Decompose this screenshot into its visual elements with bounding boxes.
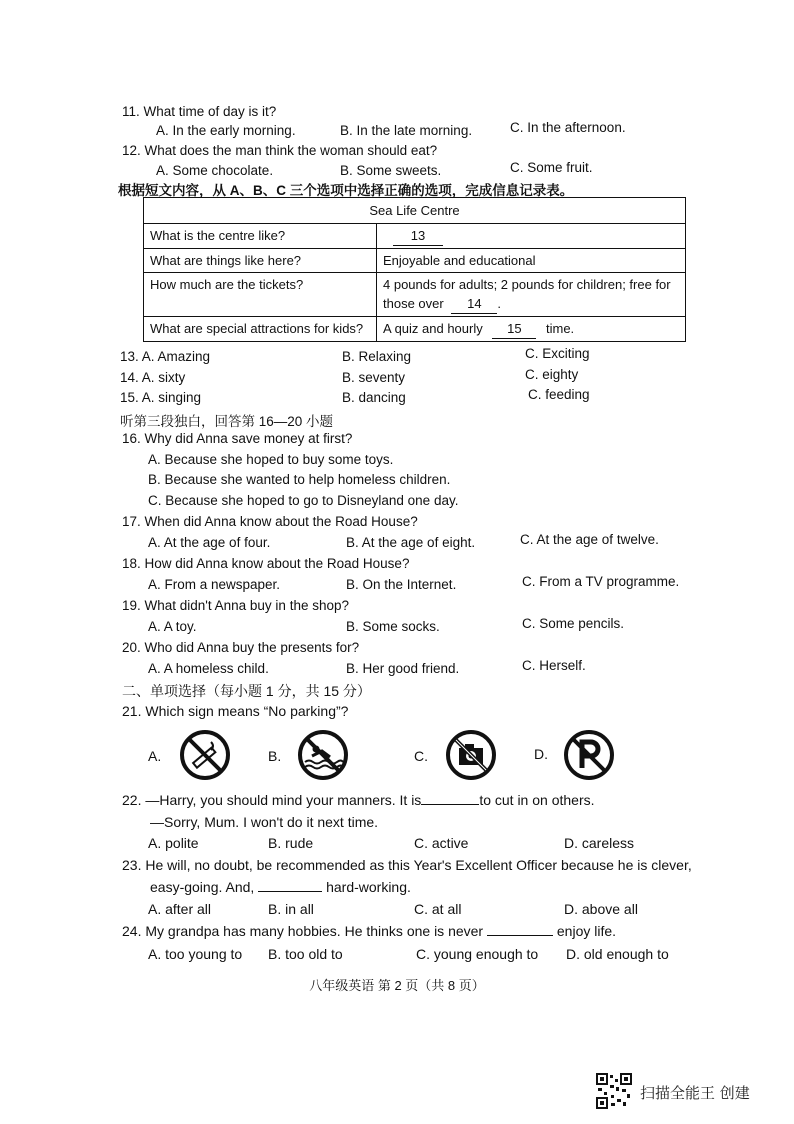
q24-line1 [122, 923, 616, 939]
q13-option-c: C. Exciting [525, 346, 590, 361]
no-smoking-sign-icon[interactable] [178, 728, 232, 782]
q23-line2 [150, 879, 411, 895]
q11-stem: 11. What time of day is it? [122, 104, 277, 119]
q11-option-a: A. In the early morning. [156, 123, 296, 138]
q12-option-b: B. Some sweets. [340, 163, 442, 178]
info-table [143, 197, 686, 342]
q23-option-c: C. at all [414, 901, 462, 917]
table-answer [377, 273, 686, 317]
q24-stem-part2: enjoy life. [556, 923, 617, 939]
q12-option-c: C. Some fruit. [510, 160, 593, 175]
q22-option-c: C. active [414, 835, 469, 851]
q22-line1 [122, 792, 595, 808]
table-answer [377, 224, 686, 249]
q23-stem-part1: easy-going. And, [150, 879, 255, 895]
q23-option-d: D. above all [564, 901, 638, 917]
q24-option-a: A. too young to [148, 946, 243, 962]
q16-option-b: B. Because she wanted to help homeless children. [148, 472, 451, 487]
page-footer: 八年级英语 第 2 页（共 8 页） [309, 978, 485, 993]
table-row [144, 249, 686, 273]
q22-stem-part2: to cut in on others. [479, 792, 595, 808]
blank-14[interactable]: 14 [451, 294, 497, 314]
q22-stem-part1: 22. —Harry, you should mind your manners. It is [122, 792, 422, 808]
q18-option-a: A. From a newspaper. [148, 577, 281, 592]
q14-option-b: B. seventy [342, 370, 406, 385]
table-answer-text: 4 pounds for adults; 2 pounds for children; free for those over [383, 277, 671, 311]
info-table-title: Sea Life Centre [144, 198, 686, 224]
q17-option-b: B. At the age of eight. [346, 535, 476, 550]
q18-option-c: C. From a TV programme. [522, 574, 680, 589]
q12-stem: 12. What does the man think the woman should eat? [122, 143, 438, 158]
qr-code-icon [596, 1073, 632, 1109]
q15-option-a: 15. A. singing [120, 390, 202, 405]
q21-option-d: D. [534, 746, 548, 762]
q11-option-b: B. In the late morning. [340, 123, 473, 138]
q12-option-a: A. Some chocolate. [156, 163, 274, 178]
q14-option-a: 14. A. sixty [120, 370, 186, 385]
q22-blank[interactable] [421, 804, 479, 805]
q17-option-c: C. At the age of twelve. [520, 532, 659, 547]
q15-option-b: B. dancing [342, 390, 406, 405]
q14-option-c: C. eighty [525, 367, 579, 382]
q19-option-b: B. Some socks. [346, 619, 440, 634]
table-answer [377, 317, 686, 342]
q24-blank[interactable] [487, 935, 553, 936]
table-row [144, 317, 686, 342]
q18-option-b: B. On the Internet. [346, 577, 457, 592]
section3-instruction: 听第三段独白，回答第 16—20 小题 [120, 414, 334, 429]
table-question: What is the centre like? [144, 224, 377, 249]
table-answer-text: A quiz and hourly [383, 321, 483, 336]
q23-stem-part2: hard-working. [326, 879, 411, 895]
q21-option-c: C. [414, 748, 428, 764]
q23-option-a: A. after all [148, 901, 212, 917]
q24-stem-part1: 24. My grandpa has many hobbies. He thinks one is never [122, 923, 484, 939]
table-instruction: 根据短文内容，从 A、B、C 三个选项中选择正确的选项，完成信息记录表。 [118, 183, 574, 198]
blank-13[interactable]: 13 [393, 226, 443, 246]
q20-option-c: C. Herself. [522, 658, 586, 673]
q24-option-d: D. old enough to [566, 946, 669, 962]
q13-option-b: B. Relaxing [342, 349, 412, 364]
part2-heading: 二、单项选择（每小题 1 分，共 15 分） [122, 683, 371, 699]
q16-stem: 16. Why did Anna save money at first? [122, 431, 353, 446]
q19-stem: 19. What didn't Anna buy in the shop? [122, 598, 349, 613]
blank-15[interactable]: 15 [492, 319, 536, 339]
q23-option-b: B. in all [268, 901, 314, 917]
q24-option-b: B. too old to [268, 946, 343, 962]
table-answer-suffix: time. [545, 321, 575, 336]
q17-option-a: A. At the age of four. [148, 535, 271, 550]
q20-stem: 20. Who did Anna buy the presents for? [122, 640, 360, 655]
q13-option-a: 13. A. Amazing [120, 349, 211, 364]
q21-option-b: B. [268, 748, 282, 764]
q22-option-d: D. careless [564, 835, 635, 851]
q23-line1: 23. He will, no doubt, be recommended as this Year's Excellent Officer because he is clever, [122, 857, 692, 873]
table-question: How much are the tickets? [144, 273, 377, 317]
q21-option-a: A. [148, 748, 162, 764]
table-row [144, 273, 686, 317]
q21-stem: 21. Which sign means “No parking”? [122, 703, 349, 719]
q17-stem: 17. When did Anna know about the Road House? [122, 514, 418, 529]
table-row [144, 224, 686, 249]
q11-option-c: C. In the afternoon. [510, 120, 626, 135]
q24-option-c: C. young enough to [416, 946, 539, 962]
q22-option-a: A. polite [148, 835, 199, 851]
q16-option-a: A. Because she hoped to buy some toys. [148, 452, 394, 467]
q19-option-a: A. A toy. [148, 619, 197, 634]
table-answer-suffix: . [497, 296, 501, 311]
scanner-watermark-text: 扫描全能王 创建 [640, 1084, 750, 1102]
q22-line2: —Sorry, Mum. I won't do it next time. [150, 814, 379, 830]
q16-option-c: C. Because she hoped to go to Disneyland one day. [148, 493, 459, 508]
q23-blank[interactable] [258, 891, 322, 892]
q15-option-c: C. feeding [528, 387, 590, 402]
no-parking-sign-icon[interactable] [562, 728, 616, 782]
no-swimming-sign-icon[interactable] [296, 728, 350, 782]
table-question: What are special attractions for kids? [144, 317, 377, 342]
q22-option-b: B. rude [268, 835, 314, 851]
q20-option-b: B. Her good friend. [346, 661, 460, 676]
q18-stem: 18. How did Anna know about the Road House? [122, 556, 410, 571]
no-camera-sign-icon[interactable] [444, 728, 498, 782]
table-answer: Enjoyable and educational [377, 249, 686, 273]
q20-option-a: A. A homeless child. [148, 661, 269, 676]
q19-option-c: C. Some pencils. [522, 616, 625, 631]
table-question: What are things like here? [144, 249, 377, 273]
